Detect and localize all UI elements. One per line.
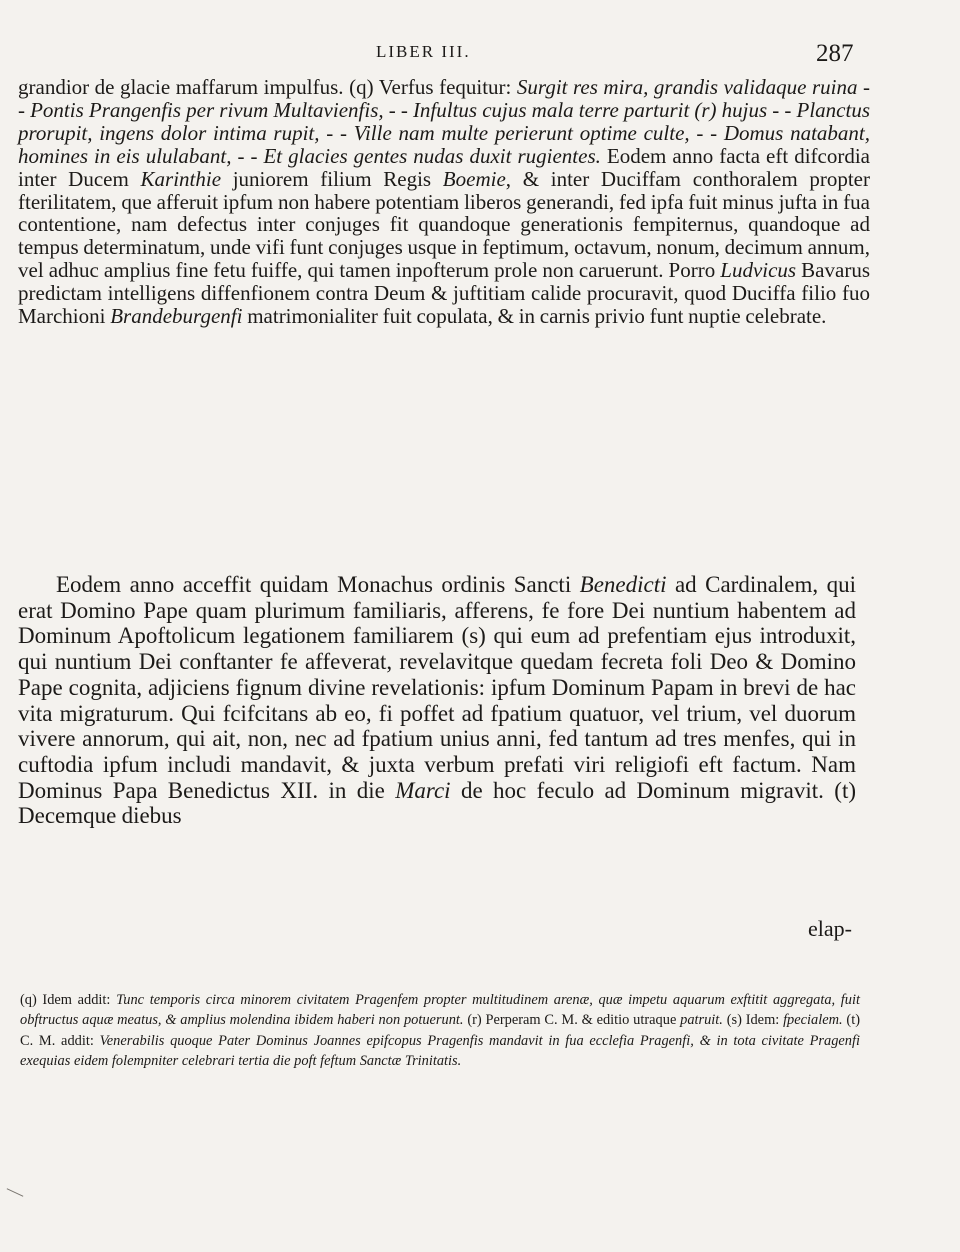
text-run: de hoc feculo ad Dominum migravit. (t) Decemque diebus xyxy=(18,777,856,829)
page-edge-mark xyxy=(7,1188,24,1197)
italic-run: Tunc temporis circa minorem civitatem Pragenfem propter multitudinem arenæ, quæ impetu aquarum exftitit aggregata, fuit obftructus aquæ meatus, & amplius molendina ibidem haberi non potuerunt. xyxy=(20,992,860,1029)
text-run: Eodem anno acceffit quidam Monachus ordinis Sancti xyxy=(56,572,580,597)
running-title: LIBER III. xyxy=(376,42,471,61)
footnotes xyxy=(20,990,860,1072)
italic-run: Marci xyxy=(395,777,451,803)
page-header xyxy=(0,40,960,70)
text-run: matrimonialiter fuit copulata, & in carnis privio funt nuptie celebrate. xyxy=(242,304,827,329)
italic-run: Benedicti xyxy=(579,572,667,597)
text-run: (r) Perperam C. M. & editio utraque xyxy=(463,1012,681,1029)
italic-run: fpecialem. xyxy=(783,1012,843,1029)
text-run: (t) C. M. addit: xyxy=(20,1012,860,1049)
italic-run: Karinthie xyxy=(140,166,222,191)
italic-run: patruit. xyxy=(680,1012,723,1029)
italic-run: Ludvicus xyxy=(720,258,797,283)
text-run: (q) Idem addit: xyxy=(20,992,117,1008)
text-run: ad Cardinalem, qui erat Domino Pape quam plurimum familiaris, afferens, fe fore Dei nuntium habentem ad Dominum Apoftolicum legationem familiarem (s) qui eum ad prefentiam ejus introduxit, qui nuntium Dei conftanter fe affeverat, revelavitque quedam fecreta foli Deo & Domino Pape cognita, adjiciens fignum divine revelationis: ipfum Dominum Papam in brevi de hac vita migraturum. Qui fcifcitans ab eo, fi poffet ad fpatium quatuor, vel trium, vel duorum vivere annorum, qui ait, non, nec ad fpatium unius anni, fed tantum ad tres menfes, qui in cuftodia ipfum includi mandavit, & juxta verbum prefati viri religiofi eft factum. Nam Dominus Papa Benedictus XII. in die xyxy=(18,572,856,803)
italic-run: Brandeburgenfi xyxy=(110,304,243,329)
italic-run: Venerabilis quoque Pater Dominus Joannes epifcopus Pragenfis mandavit in fua ecclefia Pragenfi, & in tota civitate Pragenfi exequias eidem folempniter celebrari tertia die poft feftum Sanctæ Trinitatis. xyxy=(20,1032,860,1070)
italic-run: Surgit res mira, grandis validaque ruina - - Pontis Prangenfis per rivum Multavienfis, - - Infultus cujus mala terre parturit (r) hujus - - Planctus prorupit, ingens dolor intima rupit, - - Ville nam multe perierunt optime culte, - - Domus natabant, homines in eis ululabant, - - Et glacies gentes nudas duxit rugientes. xyxy=(18,75,870,168)
italic-run: Boemie xyxy=(442,166,506,191)
text-run: (s) Idem: xyxy=(722,1012,784,1029)
paragraph-2 xyxy=(18,572,856,829)
text-run: juniorem filium Regis xyxy=(221,166,443,191)
catchword: elap- xyxy=(808,916,852,941)
text-run: grandior de glacie maffarum impulfus. (q) Verfus fequitur: xyxy=(18,75,517,99)
text-run: , & inter Duciffam conthoralem propter fterilitatem, que afferuit ipfum non habere potentiam liberos generandi, fed ipfa fuit minus jufta in fua contentione, nam defectus inter conjuges fit quandoque generationis fempiternus, quandoque ad tempus determinatum, unde vifi funt conjuges usque in feptimum, octavum, nonum, decimum annum, vel adhuc amplius fine fetu fuiffe, qui tamen inpofterum prole non caruerunt. Porro xyxy=(18,166,870,283)
page-number: 287 xyxy=(816,40,854,67)
text-run: Bavarus predictam intelligens diffenfionem contra Deum & juftitiam calide procuravit, quod Duciffa filio fuo Marchioni xyxy=(18,258,870,329)
text-run: Eodem anno facta eft difcordia inter Ducem xyxy=(18,143,870,191)
paragraph-1 xyxy=(18,76,870,328)
